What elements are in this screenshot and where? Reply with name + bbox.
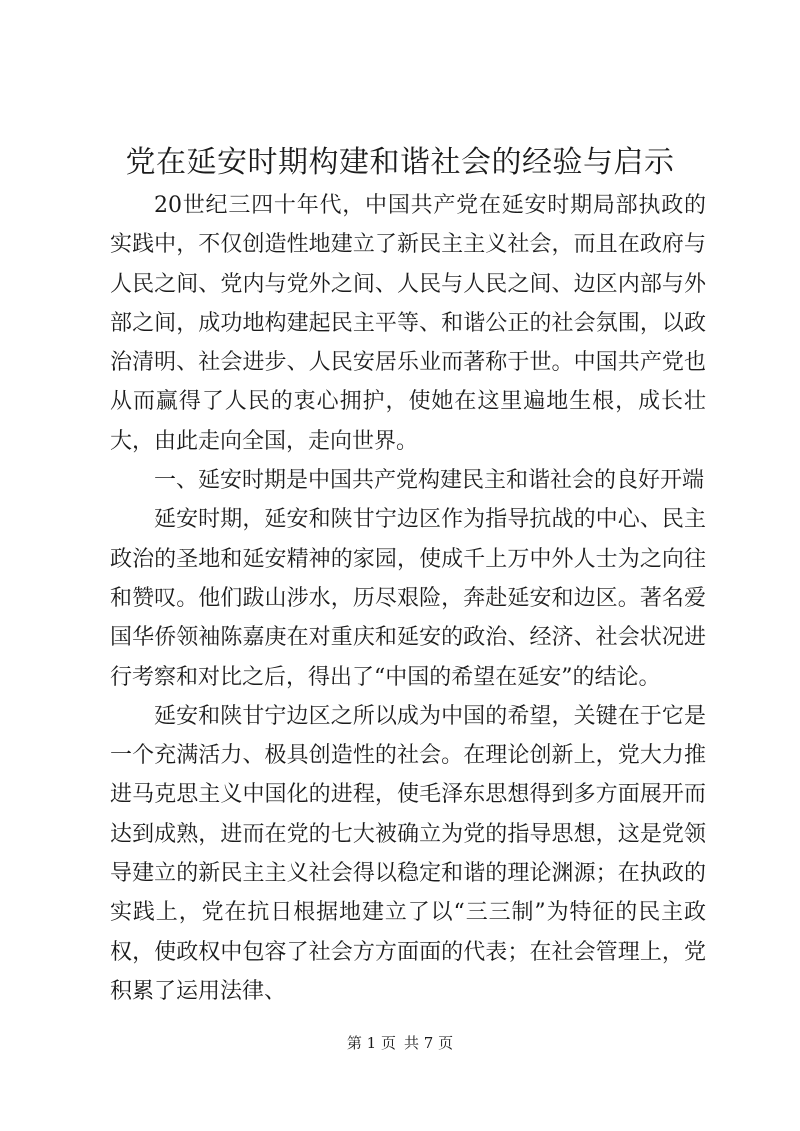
- document-body: [110, 186, 706, 1011]
- section-heading: 一、延安时期是中国共产党构建民主和谐社会的良好开端: [154, 468, 705, 494]
- paragraph-intro: 20世纪三四十年代，中国共产党在延安时期局部执政的实践中，不仅创造性地建立了新民主主义社会，而且在政府与人民之间、党内与党外之间、人民与人民之间、边区内部与外部之间，成功地构建起民主平等、和谐公正的社会氛围，以政治清明、社会进步、人民安居乐业而著称于世。中国共产党也从而赢得了人民的衷心拥护，使她在这里遍地生根，成长壮大，由此走向全国，走向世界。: [110, 193, 706, 454]
- document-title: 党在延安时期构建和谐社会的经验与启示: [125, 145, 675, 180]
- paragraph-yanan-period: 延安时期，延安和陕甘宁边区作为指导抗战的中心、民主政治的圣地和延安精神的家园，使成千上万中外人士为之向往和赞叹。他们跋山涉水，历尽艰险，奔赴延安和边区。著名爱国华侨领袖陈嘉庚在对重庆和延安的政治、经济、社会状况进行考察和对比之后，得出了“中国的希望在延安”的结论。: [110, 507, 706, 690]
- page-footer: [0, 1033, 800, 1053]
- paragraph-hope-of-china: 延安和陕甘宁边区之所以成为中国的希望，关键在于它是一个充满活力、极具创造性的社会。在理论创新上，党大力推进马克思主义中国化的进程，使毛泽东思想得到多方面展开而达到成熟，进而在党的七大被确立为党的指导思想，这是党领导建立的新民主主义社会得以稳定和谐的理论渊源；在执政的实践上，党在抗日根据地建立了以“三三制”为特征的民主政权，使政权中包容了社会方方面面的代表；在社会管理上，党积累了运用法律、: [110, 703, 706, 1004]
- page-number: 第 1 页: [346, 1034, 396, 1052]
- page-total: 共 7 页: [404, 1034, 454, 1052]
